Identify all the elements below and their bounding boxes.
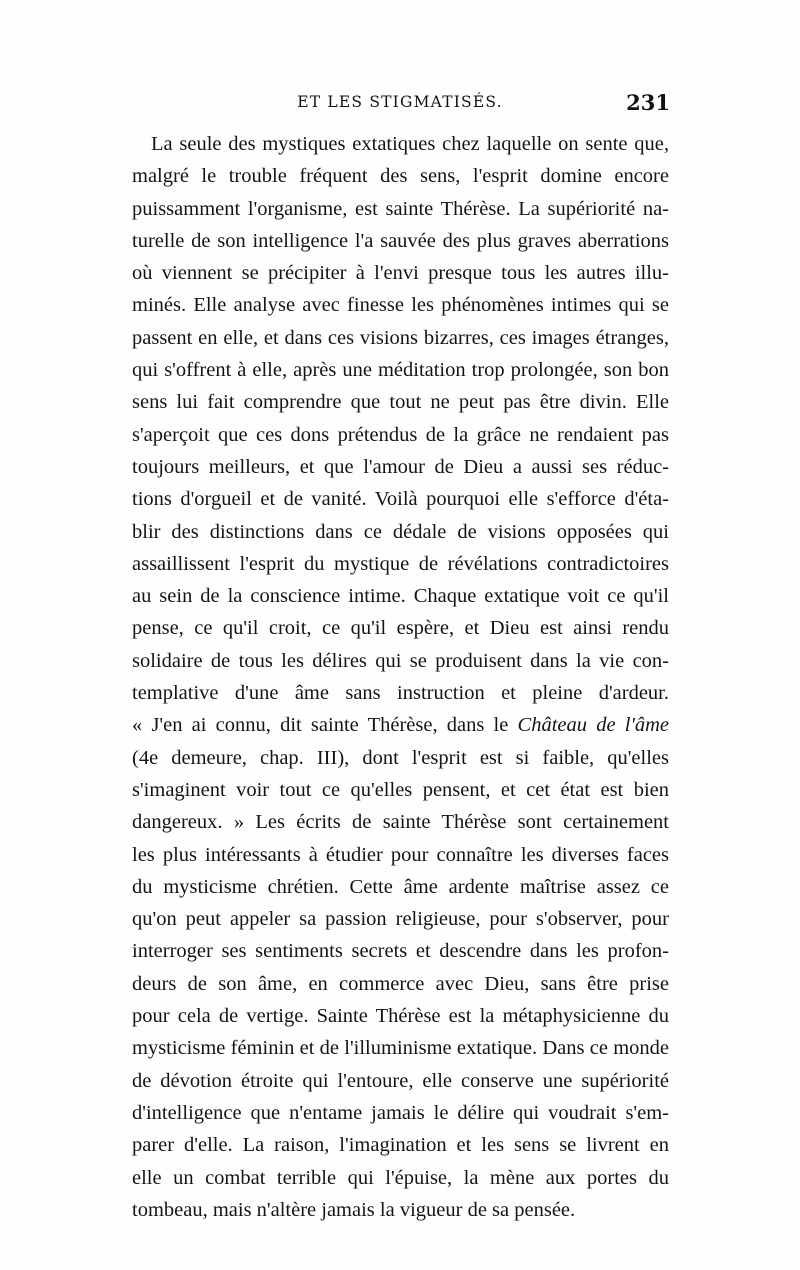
book-title-italic: Château de l'âme bbox=[517, 714, 669, 737]
text-line: templative d'une âme sans instruction et pleine d'ardeur. bbox=[132, 682, 669, 705]
text-line: assaillissent l'esprit du mystique de révélations contradictoires bbox=[132, 552, 669, 575]
text-line: toujours meilleurs, et que l'amour de Dieu a aussi ses réduc- bbox=[132, 455, 669, 478]
text-line: du mysticisme chrétien. Cette âme ardente maîtrise assez ce bbox=[132, 875, 669, 898]
text-line: (4e demeure, chap. III), dont l'esprit est si faible, qu'elles bbox=[132, 746, 669, 769]
text-line: pour cela de vertige. Sainte Thérèse est la métaphysicienne du bbox=[132, 1005, 669, 1028]
text-line: La seule des mystiques extatiques chez laquelle on sente que, bbox=[151, 133, 669, 155]
text-line: qui s'offrent à elle, après une méditation trop prolongée, son bon bbox=[132, 359, 669, 382]
text-line-with-italic-title bbox=[132, 709, 669, 741]
text-line: tions d'orgueil et de vanité. Voilà pourquoi elle s'efforce d'éta- bbox=[132, 488, 669, 511]
text-line: s'imaginent voir tout ce qu'elles pensent, et cet état est bien bbox=[132, 778, 669, 801]
text-line: au sein de la conscience intime. Chaque extatique voit ce qu'il bbox=[132, 585, 669, 608]
text-line: minés. Elle analyse avec finesse les phénomènes intimes qui se bbox=[132, 294, 669, 317]
body-paragraph bbox=[132, 128, 669, 1226]
text-line: les plus intéressants à étudier pour connaître les diverses faces bbox=[132, 843, 669, 866]
text-line: blir des distinctions dans ce dédale de visions opposées qui bbox=[132, 520, 669, 543]
text-line: où viennent se précipiter à l'envi presque tous les autres illu- bbox=[132, 262, 669, 285]
text-line: mysticisme féminin et de l'illuminisme extatique. Dans ce monde bbox=[132, 1037, 669, 1060]
text-segment: « J'en ai connu, dit sainte Thérèse, dans le bbox=[132, 714, 518, 737]
text-line: de dévotion étroite qui l'entoure, elle conserve une supériorité bbox=[132, 1069, 669, 1092]
running-header bbox=[130, 90, 670, 114]
text-line: sens lui fait comprendre que tout ne peut pas être divin. Elle bbox=[132, 391, 669, 414]
text-line: pense, ce qu'il croit, ce qu'il espère, et Dieu est ainsi rendu bbox=[132, 617, 669, 640]
text-line: malgré le trouble fréquent des sens, l'esprit domine encore bbox=[132, 165, 669, 188]
text-line: deurs de son âme, en commerce avec Dieu, sans être prise bbox=[132, 972, 669, 995]
text-line: s'aperçoit que ces dons prétendus de la grâce ne rendaient pas bbox=[132, 423, 669, 446]
text-line: interroger ses sentiments secrets et descendre dans les profon- bbox=[132, 940, 669, 963]
text-line: dangereux. » Les écrits de sainte Thérèse sont certainement bbox=[132, 811, 669, 834]
text-line: parer d'elle. La raison, l'imagination et les sens se livrent en bbox=[132, 1134, 669, 1157]
running-title: ET LES STIGMATISÉS. bbox=[297, 93, 503, 111]
text-line: elle un combat terrible qui l'épuise, la mène aux portes du bbox=[132, 1166, 669, 1189]
page-number: 231 bbox=[626, 90, 670, 115]
text-line: puissamment l'organisme, est sainte Thérèse. La supériorité na- bbox=[132, 197, 669, 220]
text-line: passent en elle, et dans ces visions bizarres, ces images étranges, bbox=[132, 326, 669, 349]
text-line: turelle de son intelligence l'a sauvée des plus graves aberrations bbox=[132, 229, 669, 252]
text-line: qu'on peut appeler sa passion religieuse, pour s'observer, pour bbox=[132, 908, 669, 931]
text-line: solidaire de tous les délires qui se produisent dans la vie con- bbox=[132, 649, 669, 672]
text-line: d'intelligence que n'entame jamais le délire qui voudrait s'em- bbox=[132, 1101, 669, 1124]
text-line-final: tombeau, mais n'altère jamais la vigueur de sa pensée. bbox=[132, 1198, 576, 1221]
